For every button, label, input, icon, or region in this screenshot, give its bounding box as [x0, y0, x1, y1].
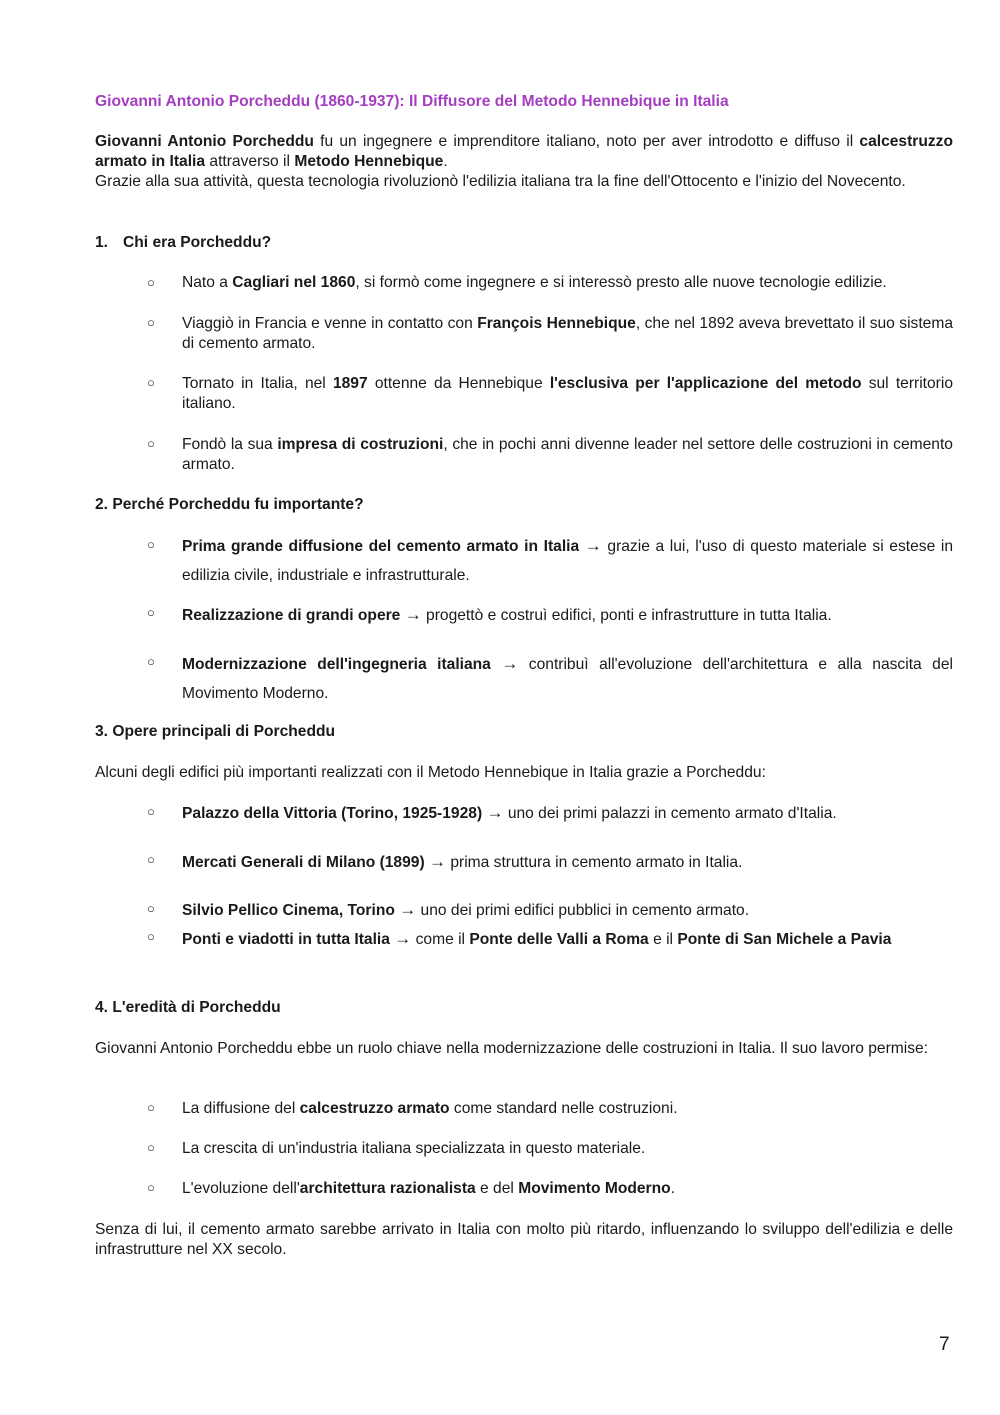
- list-item: [182, 314, 953, 354]
- page-number: 7: [939, 1334, 950, 1355]
- list-item: [182, 600, 953, 630]
- item-text: , che in pochi anni divenne leader nel settore delle costruzioni in cemento armato.: [182, 436, 953, 473]
- item-text: e il: [648, 931, 678, 948]
- list-item: [182, 900, 953, 921]
- item-bold: François Hennebique: [477, 315, 636, 332]
- item-bold: calcestruzzo armato: [299, 1100, 450, 1117]
- arrow-icon: →: [394, 929, 412, 948]
- bullet-icon: ○: [147, 605, 155, 620]
- item-bold: impresa di costruzioni: [277, 436, 444, 453]
- item-bold: Ponte di San Michele a Pavia: [677, 931, 892, 948]
- item-text: uno dei primi palazzi in cemento armato d'Italia.: [503, 805, 837, 822]
- bullet-icon: ○: [147, 315, 155, 330]
- item-text: Fondò la sua: [182, 436, 278, 453]
- item-bold: Cagliari nel 1860: [232, 274, 356, 291]
- item-text: Nato a: [182, 274, 233, 291]
- arrow-icon: →: [486, 803, 504, 822]
- bullet-icon: ○: [147, 436, 155, 451]
- section-3-intro: Alcuni degli edifici più importanti realizzati con il Metodo Hennebique in Italia grazie a Porcheddu:: [95, 764, 766, 781]
- arrow-icon: →: [584, 536, 602, 555]
- document-title: Giovanni Antonio Porcheddu (1860-1937): Il Diffusore del Metodo Hennebique in Italia: [95, 93, 729, 110]
- item-bold: Silvio Pellico Cinema, Torino: [182, 902, 395, 919]
- conclusion-paragraph: Senza di lui, il cemento armato sarebbe arrivato in Italia con molto più ritardo, influenzando lo sviluppo dell'edilizia e delle infrastrutture nel XX secolo.: [95, 1221, 953, 1258]
- arrow-icon: →: [429, 852, 446, 871]
- section-3-heading: 3. Opere principali di Porcheddu: [95, 723, 336, 740]
- bullet-icon: ○: [147, 901, 155, 916]
- section-1-title: Chi era Porcheddu?: [123, 234, 272, 251]
- bullet-icon: ○: [147, 1180, 155, 1195]
- list-item: [182, 531, 953, 590]
- bullet-icon: ○: [147, 852, 155, 867]
- list-item: [182, 852, 953, 873]
- section-4-intro: Giovanni Antonio Porcheddu ebbe un ruolo chiave nella modernizzazione delle costruzioni in Italia. Il suo lavoro permise:: [95, 1040, 929, 1057]
- item-text: , che nel 1892 aveva brevettato il suo sistema di cemento armato.: [182, 315, 954, 352]
- item-bold: Movimento Moderno: [518, 1180, 671, 1197]
- list-item: [182, 649, 953, 708]
- item-bold: Modernizzazione dell'ingegneria italiana: [182, 656, 491, 673]
- item-text: prima struttura in cemento armato in Italia.: [446, 854, 743, 871]
- list-item: [182, 1139, 953, 1159]
- item-text: ottenne da Hennebique: [367, 375, 550, 392]
- item-text: grazie a lui, l'uso di questo materiale si estese in edilizia civile, industriale e infrastrutturale.: [182, 538, 953, 584]
- item-bold: 1897: [332, 375, 368, 392]
- bullet-icon: ○: [147, 1100, 155, 1115]
- bullet-icon: ○: [147, 537, 155, 552]
- bullet-icon: ○: [147, 275, 155, 290]
- item-text: La diffusione del: [182, 1100, 300, 1117]
- list-item: [182, 803, 953, 824]
- list-item: [182, 374, 953, 414]
- item-bold: Ponte delle Valli a Roma: [469, 931, 649, 948]
- bullet-icon: ○: [147, 654, 155, 669]
- item-bold: Realizzazione di grandi opere: [182, 607, 401, 624]
- item-text: L'evoluzione dell': [182, 1180, 300, 1197]
- section-1-heading: [95, 233, 953, 253]
- list-item: [182, 1099, 953, 1119]
- bullet-icon: ○: [147, 1140, 155, 1155]
- intro-bold-2: Metodo Hennebique: [294, 153, 444, 170]
- item-text: progettò e costruì edifici, ponti e infrastrutture in tutta Italia.: [421, 607, 832, 624]
- item-bold: Ponti e viadotti in tutta Italia: [182, 931, 390, 948]
- item-bold: l'esclusiva per l'applicazione del metodo: [549, 375, 862, 392]
- item-text: , si formò come ingegnere e si interessò presto alle nuove tecnologie edilizie.: [355, 274, 887, 291]
- list-item: [182, 1179, 953, 1199]
- intro-name: Giovanni Antonio Porcheddu: [95, 133, 314, 150]
- arrow-icon: →: [399, 900, 417, 919]
- bullet-icon: ○: [147, 804, 155, 819]
- list-item: [182, 435, 953, 475]
- bullet-icon: ○: [147, 929, 155, 944]
- arrow-icon: →: [501, 654, 519, 673]
- item-text: e del: [475, 1180, 519, 1197]
- item-bold: architettura razionalista: [299, 1180, 476, 1197]
- arrow-icon: →: [404, 605, 422, 624]
- item-text: .: [670, 1180, 676, 1197]
- intro-text-1: fu un ingegnere e imprenditore italiano, noto per aver introdotto e diffuso il: [313, 133, 860, 150]
- intro-bold-1: calcestruzzo armato in Italia: [95, 133, 953, 170]
- list-item: [182, 273, 953, 293]
- item-bold: Palazzo della Vittoria (Torino, 1925-1928): [182, 805, 483, 822]
- list-item: [182, 929, 953, 950]
- section-1-number: 1.: [95, 234, 109, 251]
- bullet-icon: ○: [147, 375, 155, 390]
- intro-text-3: .: [443, 153, 448, 170]
- item-text: Viaggiò in Francia e venne in contatto con: [182, 315, 478, 332]
- item-text: contribuì all'evoluzione dell'architettura e alla nascita del Movimento Moderno.: [182, 656, 953, 702]
- item-text: uno dei primi edifici pubblici in cemento armato.: [416, 902, 750, 919]
- intro-paragraph: [95, 132, 953, 172]
- section-4-heading: 4. L'eredità di Porcheddu: [95, 999, 281, 1016]
- item-bold: Prima grande diffusione del cemento armato in Italia: [182, 538, 580, 555]
- item-text: come il: [411, 931, 470, 948]
- item-text: Tornato in Italia, nel: [182, 375, 333, 392]
- item-text: sul territorio italiano.: [182, 375, 954, 412]
- intro-paragraph-2: Grazie alla sua attività, questa tecnologia rivoluzionò l'edilizia italiana tra la fine dell'Ottocento e l'inizio del Novecento.: [95, 173, 906, 190]
- item-text: come standard nelle costruzioni.: [449, 1100, 678, 1117]
- intro-text-2: attraverso il: [205, 153, 295, 170]
- item-bold: Mercati Generali di Milano (1899): [182, 854, 425, 871]
- item-text: La crescita di un'industria italiana specializzata in questo materiale.: [182, 1140, 646, 1157]
- section-2-heading: 2. Perché Porcheddu fu importante?: [95, 496, 364, 513]
